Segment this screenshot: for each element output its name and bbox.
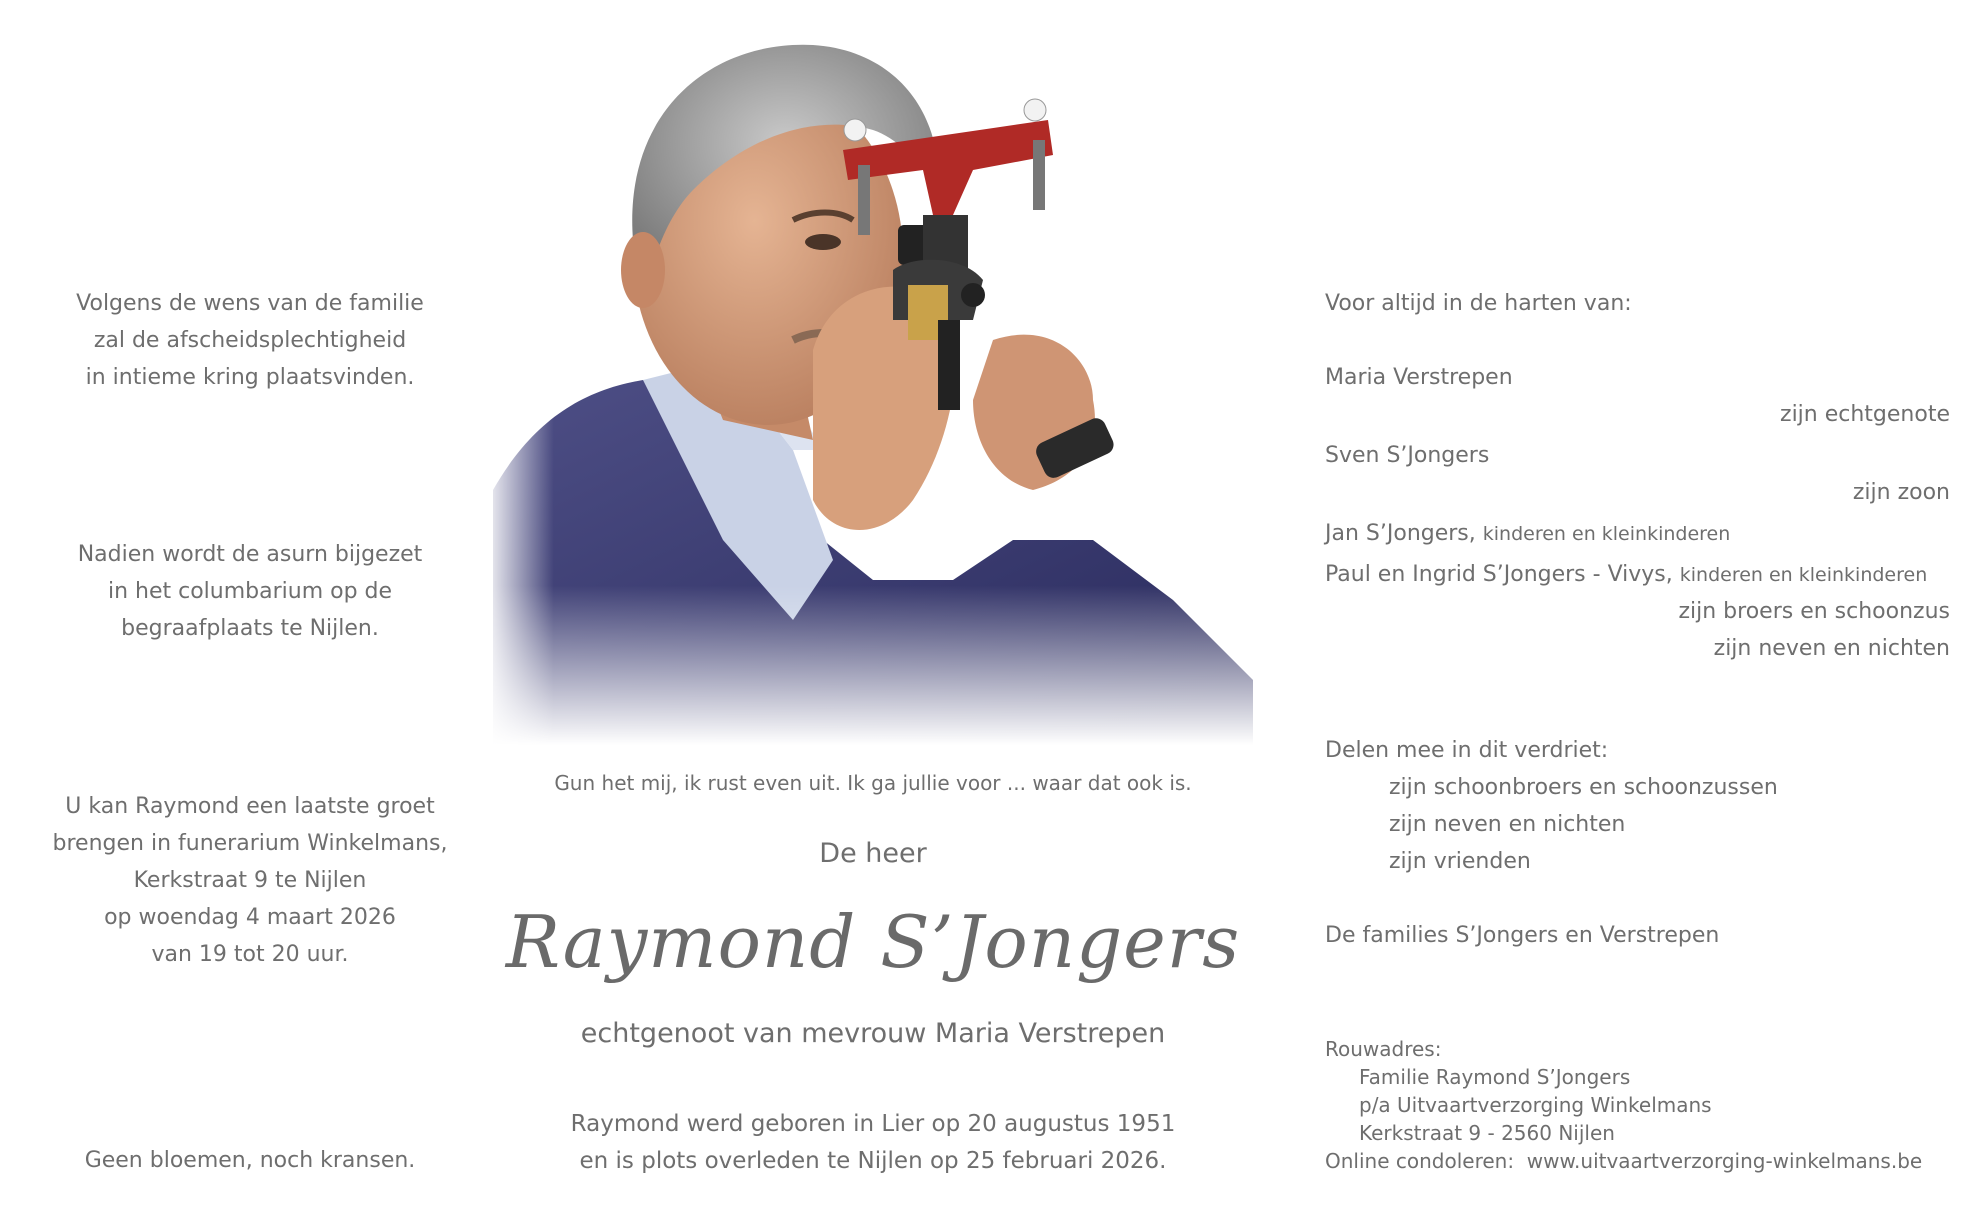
mourner-jan-name: Jan S’Jongers, (1325, 521, 1476, 546)
mourner-cousins-role: zijn neven en nichten (1713, 636, 1950, 661)
mourner-paul-name: Paul en Ingrid S’Jongers - Vivys, (1325, 562, 1673, 587)
address-label: Rouwadres: (1325, 1037, 1442, 1061)
portrait-photo (493, 20, 1253, 745)
families-line: De families S’Jongers en Verstrepen (1325, 923, 1720, 948)
mourner-paul-extra: kinderen en kleinkinderen (1679, 564, 1928, 586)
flowers-notice (30, 1142, 470, 1179)
mourner-sven: Sven S’Jongers (1325, 443, 1490, 468)
mourner-sven-role: zijn zoon (1852, 480, 1950, 505)
biography-line: Raymond werd geboren in Lier op 20 augustus 1951 (570, 1111, 1176, 1137)
mourner-maria-role: zijn echtgenote (1780, 402, 1950, 427)
portrait-photo-icon (493, 20, 1253, 745)
ceremony-line: in intieme kring plaatsvinden. (85, 365, 415, 390)
online-url[interactable]: www.uitvaartverzorging-winkelmans.be (1526, 1149, 1923, 1173)
urn-notice (30, 536, 470, 647)
biography (493, 1106, 1253, 1180)
online-condolence (1325, 1147, 1950, 1175)
share-item: zijn vrienden (1389, 849, 1531, 874)
share-item: zijn neven en nichten (1389, 812, 1626, 837)
visit-line: brengen in funerarium Winkelmans, (52, 831, 448, 856)
address-line: p/a Uitvaartverzorging Winkelmans (1359, 1093, 1712, 1117)
urn-line: begraafplaats te Nijlen. (121, 616, 379, 641)
share-item: zijn schoonbroers en schoonzussen (1389, 775, 1778, 800)
urn-line: Nadien wordt de asurn bijgezet (77, 542, 423, 567)
mourner-paul (1325, 556, 1950, 593)
visit-line: op woendag 4 maart 2026 (104, 905, 396, 930)
address-line: Familie Raymond S’Jongers (1359, 1065, 1631, 1089)
deceased-name: Raymond S’Jongers (505, 900, 1241, 984)
address-line: Kerkstraat 9 - 2560 Nijlen (1359, 1121, 1615, 1145)
mourner-brothers-role: zijn broers en schoonzus (1678, 599, 1950, 624)
ceremony-line: Volgens de wens van de familie (76, 291, 424, 316)
honorific: De heer (819, 838, 927, 869)
spouse-line: echtgenoot van mevrouw Maria Verstrepen (580, 1018, 1166, 1049)
biography-line: en is plots overleden te Nijlen op 25 februari 2026. (579, 1148, 1167, 1174)
visit-notice (30, 788, 470, 973)
memorial-quote: Gun het mij, ik rust even uit. Ik ga jullie voor ... waar dat ook is. (554, 771, 1192, 795)
visit-line: U kan Raymond een laatste groet (65, 794, 435, 819)
mourner-jan (1325, 515, 1950, 552)
online-label: Online condoleren: (1325, 1149, 1515, 1173)
share-grief (1325, 732, 1950, 954)
visit-line: van 19 tot 20 uur. (151, 942, 349, 967)
share-intro: Delen mee in dit verdriet: (1325, 738, 1609, 763)
ceremony-line: zal de afscheidsplechtigheid (93, 328, 407, 353)
mourning-address (1325, 1035, 1950, 1175)
ceremony-notice (30, 285, 470, 396)
mourner-jan-extra: kinderen en kleinkinderen (1482, 523, 1731, 545)
mourners-list (1325, 285, 1950, 667)
visit-line: Kerkstraat 9 te Nijlen (133, 868, 367, 893)
flowers-line: Geen bloemen, noch kransen. (84, 1148, 416, 1173)
mourner-maria: Maria Verstrepen (1325, 365, 1513, 390)
urn-line: in het columbarium op de (107, 579, 393, 604)
mourners-intro: Voor altijd in de harten van: (1325, 291, 1632, 316)
